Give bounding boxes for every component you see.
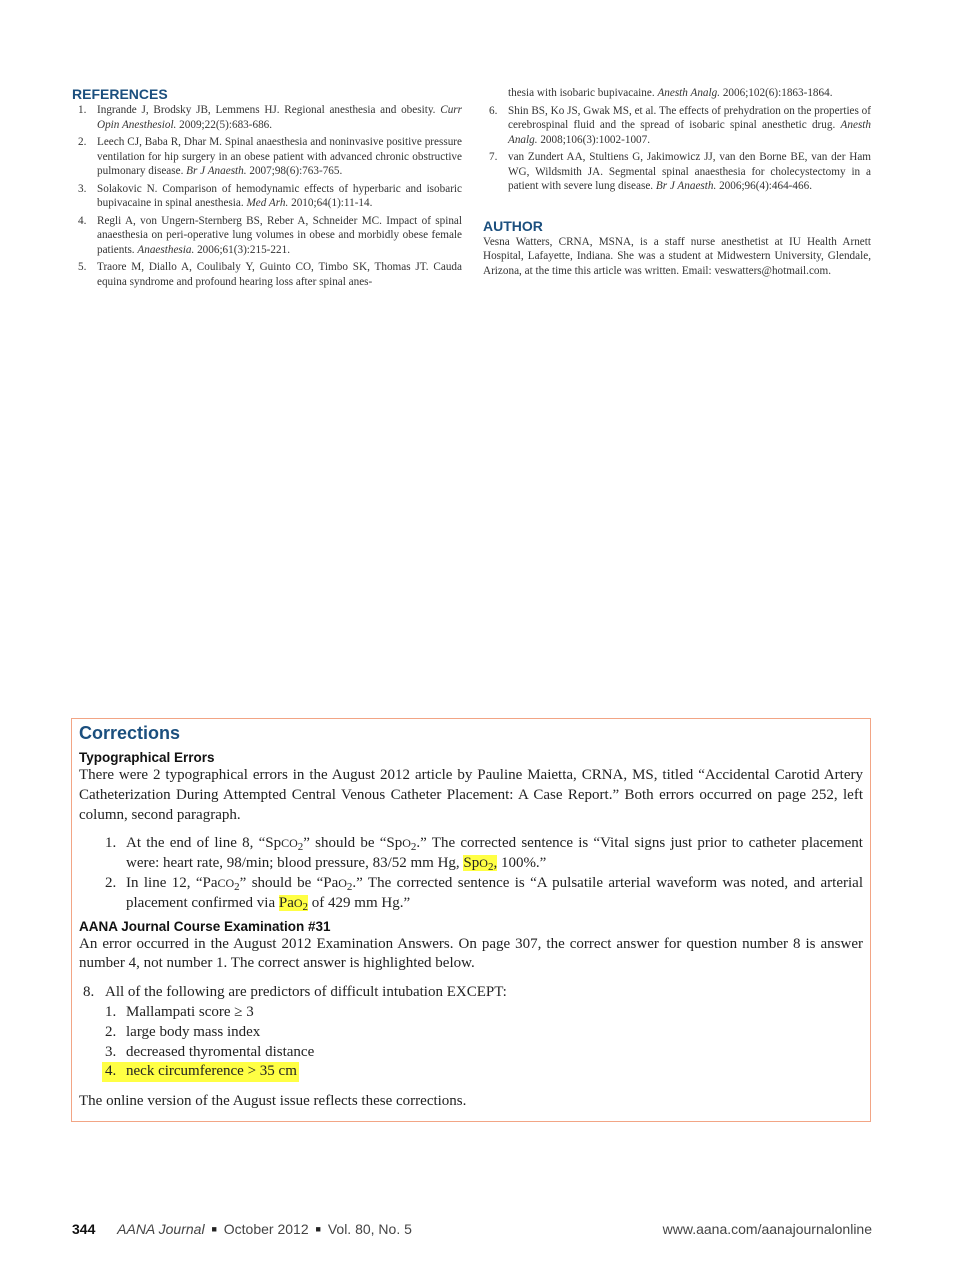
reference-item: 4. Regli A, von Ungern-Sternberg BS, Reber A, Schneider MC. Impact of spinal anaesthesia on peri-operative lung volumes in obese and morbidly obese female patients. Anaesthesia. 2006;61(3):215-221. <box>78 214 462 256</box>
page-number: 344 <box>72 1221 96 1237</box>
answer-option: 1. Mallampati score ≥ 3 <box>105 1003 254 1020</box>
correction-item: 2. In line 12, “PaCO$_2$” should be “PaO$_2$.” The corrected sentence is “A pulsatile arterial waveform was noted, and arterial placement confirmed via PaO$_2$ of 429 mm Hg.” <box>105 874 863 913</box>
answer-option: 2. large body mass index <box>105 1023 261 1040</box>
corrections-closing: The online version of the August issue reflects these corrections. <box>79 1093 467 1110</box>
reference-item: 7. van Zundert AA, Stultiens G, Jakimowicz JJ, van den Borne BE, van der Ham WG, Wildsmith JA. Segmental spinal anaesthesia for cholecystectomy in a patient with severe lung disease. Br J Anaesth. 2006;96(4):464-466. <box>489 151 871 192</box>
highlight-spo2: SpO$_2$, <box>463 855 498 874</box>
reference-item: 1. Ingrande J, Brodsky JB, Lemmens HJ. Regional anesthesia and obesity. Curr Opin Anesthesiol. 2009;22(5):683-686. <box>78 104 462 131</box>
corrections-box <box>71 718 871 1122</box>
highlight-pao2: PaO$_2$ <box>278 894 309 913</box>
reference-item: 6. Shin BS, Ko JS, Gwak MS, et al. The effects of prehydration on the properties of cerebrospinal fluid and the spread of isobaric spinal anesthetic drug. Anesth Analg. 2008;106(3):1002-1007. <box>489 104 871 146</box>
author-bio: Vesna Watters, CRNA, MSNA, is a staff nurse anesthetist at IU Health Arnett Hospital, Lafayette, Indiana. She was a student at Midwestern University, Glendale, Arizona, at the time this article was written. Email: veswatters@hotmail.com. <box>483 235 871 278</box>
separator-icon: ■ <box>211 1224 217 1234</box>
answer-option-correct: 4. neck circumference > 35 cm <box>79 1062 863 1082</box>
corrections-heading: Corrections <box>79 723 181 743</box>
journal-name: AANA Journal <box>117 1221 205 1237</box>
reference-item: 2. Leech CJ, Baba R, Dhar M. Spinal anaesthesia and noninvasive positive pressure ventilation for hip surgery in an obese patient with advanced chronic obstructive pulmonary disease. Br J Anaesth. 2007;98(6):763-765. <box>78 136 462 177</box>
typographical-errors-intro: There were 2 typographical errors in the August 2012 article by Pauline Maietta, CRNA, MS, titled “Accidental Carotid Artery Catheterization During Attempted Central Venous Catheter Placement: A Case Report.” Both errors occurred on page 252, left column, second paragraph. <box>79 767 863 823</box>
page-footer <box>72 1221 872 1241</box>
reference-list <box>72 103 462 289</box>
reference-item: 3. Solakovic N. Comparison of hemodynamic effects of hyperbaric and isobaric bupivacaine in spinal anesthesia. Med Arh. 2010;64(1):11-14. <box>78 182 462 209</box>
exam-intro: An error occurred in the August 2012 Examination Answers. On page 307, the correct answer for question number 8 is answer number 4, not number 1. The correct answer is highlighted below. <box>79 935 863 972</box>
issue-date: October 2012 <box>223 1221 309 1237</box>
reference-item: 5. Traore M, Diallo A, Coulibaly Y, Guinto CO, Timbo SK, Thomas JT. Cauda equina syndrome and profound hearing loss after spinal anes- <box>78 261 462 288</box>
reference-continuation: thesia with isobaric bupivacaine. Anesth Analg. 2006;102(6):1863-1864. <box>508 87 833 99</box>
exam-question: 8. All of the following are predictors of difficult intubation EXCEPT: <box>83 984 507 1001</box>
typographical-errors-heading: Typographical Errors <box>79 750 215 765</box>
answer-option: 3. decreased thyromental distance <box>105 1043 315 1060</box>
references-heading: REFERENCES <box>72 86 168 102</box>
journal-url[interactable]: www.aana.com/aanajournalonline <box>662 1221 872 1237</box>
exam-heading: AANA Journal Course Examination #31 <box>79 918 331 934</box>
right-column <box>483 86 871 279</box>
left-column <box>72 86 462 292</box>
correction-item: 1. At the end of line 8, “SpCO$_2$” should be “SpO$_2$.” The corrected sentence is “Vital signs just prior to catheter placement were: heart rate, 98/min; blood pressure, 83/52 mm Hg, SpO$_2$, 100%.” <box>105 835 863 874</box>
author-heading: AUTHOR <box>483 217 543 234</box>
volume-info: Vol. 80, No. 5 <box>327 1221 412 1237</box>
separator-icon: ■ <box>315 1224 321 1234</box>
